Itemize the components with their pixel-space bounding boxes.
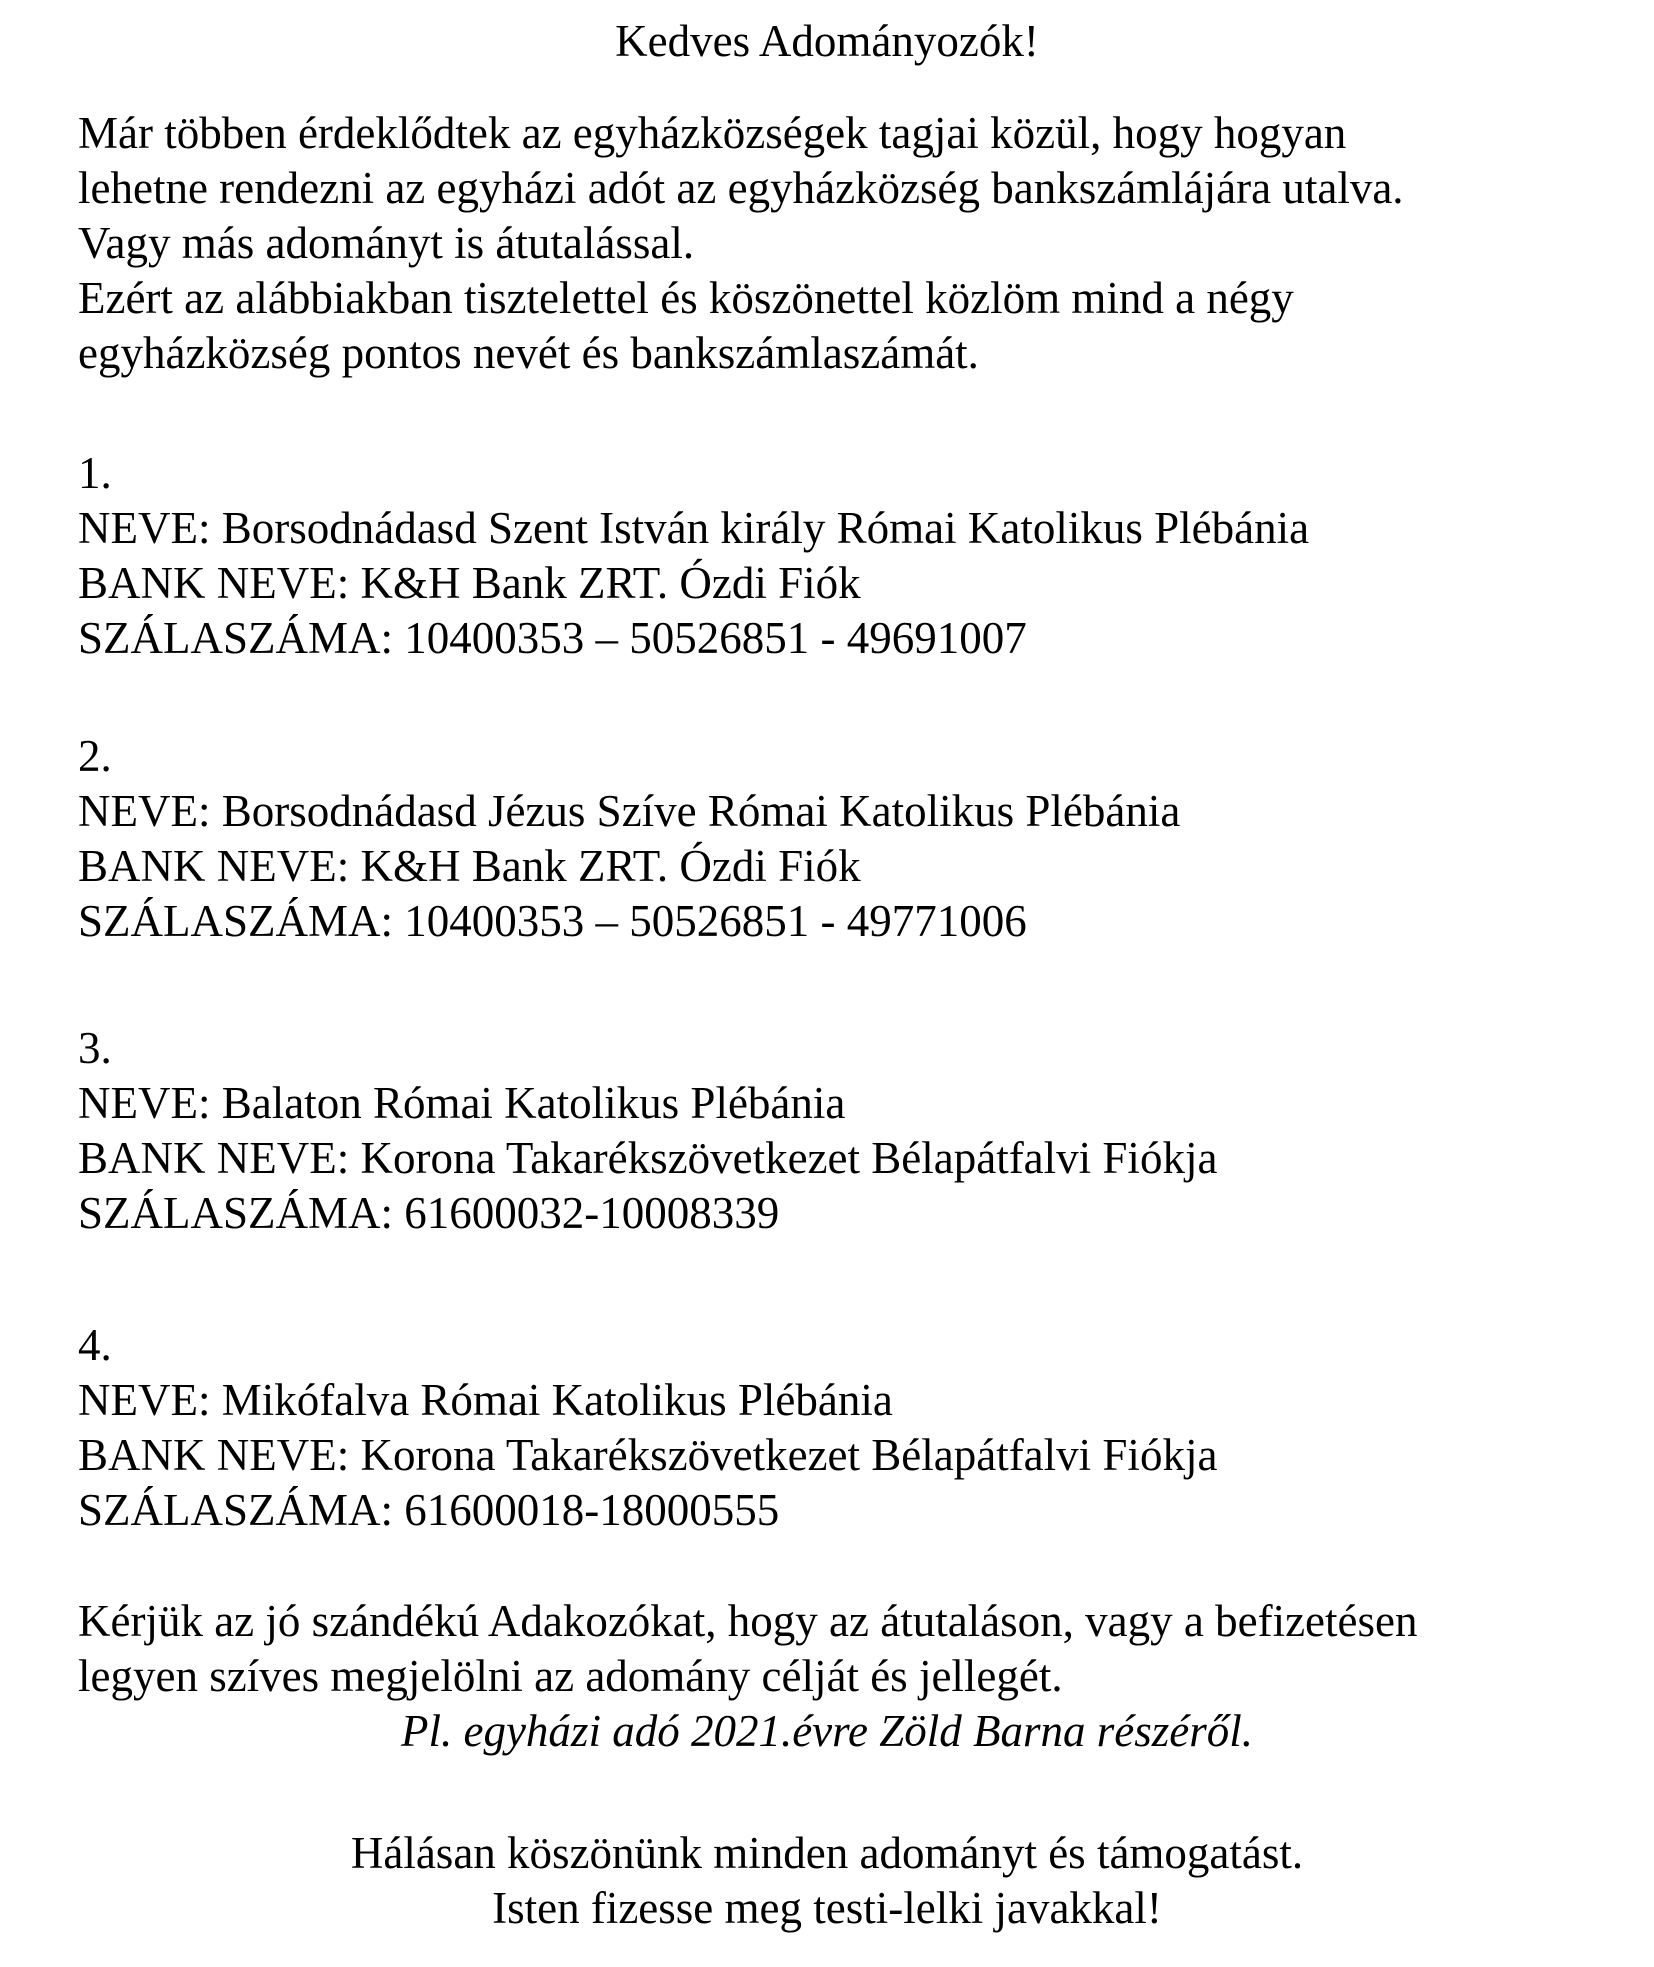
donation-example-line: Pl. egyházi adó 2021.évre Zöld Barna részéről.	[401, 1706, 1253, 1756]
closing-thanks-line: Hálásan köszönünk minden adományt és támogatást.	[350, 1828, 1304, 1878]
entry-number: 3.	[78, 1023, 112, 1073]
document-title: Kedves Adományozók!	[615, 16, 1039, 66]
intro-line-2: lehetne rendezni az egyházi adót az egyházközség bankszámlájára utalva.	[78, 163, 1404, 213]
entry-name: NEVE: Balaton Római Katolikus Plébánia	[78, 1078, 846, 1128]
entry-bank-name: BANK NEVE: K&H Bank ZRT. Ózdi Fiók	[78, 558, 861, 608]
request-line-2: legyen szíves megjelölni az adomány célját és jellegét.	[78, 1651, 1063, 1701]
parish-entry-3	[78, 1021, 1576, 1241]
entry-number: 1.	[78, 448, 112, 498]
intro-paragraph	[78, 106, 1576, 381]
intro-line-4: Ezért az alábbiakban tisztelettel és köszönettel közlöm mind a négy	[78, 273, 1294, 323]
entry-name: NEVE: Borsodnádasd Szent István király Római Katolikus Plébánia	[78, 503, 1310, 553]
entry-name: NEVE: Borsodnádasd Jézus Szíve Római Katolikus Plébánia	[78, 786, 1181, 836]
entry-bank-name: BANK NEVE: Korona Takarékszövetkezet Bélapátfalvi Fiókja	[78, 1133, 1218, 1183]
entry-name: NEVE: Mikófalva Római Katolikus Plébánia	[78, 1375, 893, 1425]
entry-bank-name: BANK NEVE: Korona Takarékszövetkezet Bélapátfalvi Fiókja	[78, 1430, 1218, 1480]
entry-number: 2.	[78, 731, 112, 781]
closing-blessing-line: Isten fizesse meg testi-lelki javakkal!	[492, 1883, 1162, 1933]
intro-line-5: egyházközség pontos nevét és bankszámlaszámát.	[78, 328, 979, 378]
parish-entry-1	[78, 446, 1576, 666]
intro-line-1: Már többen érdeklődtek az egyházközségek tagjai közül, hogy hogyan	[78, 108, 1347, 158]
entry-bank-name: BANK NEVE: K&H Bank ZRT. Ózdi Fiók	[78, 841, 861, 891]
entry-account-number: SZÁLASZÁMA: 61600018-18000555	[78, 1485, 780, 1535]
entry-number: 4.	[78, 1320, 112, 1370]
parish-entry-4	[78, 1318, 1576, 1538]
entry-account-number: SZÁLASZÁMA: 61600032-10008339	[78, 1188, 780, 1238]
closing-paragraph	[78, 1826, 1576, 1936]
parish-entry-2	[78, 729, 1576, 949]
entry-account-number: SZÁLASZÁMA: 10400353 – 50526851 - 49771006	[78, 896, 1027, 946]
intro-line-3: Vagy más adományt is átutalással.	[78, 218, 695, 268]
request-line-1: Kérjük az jó szándékú Adakozókat, hogy az átutaláson, vagy a befizetésen	[78, 1596, 1418, 1646]
request-paragraph	[78, 1594, 1576, 1759]
entry-account-number: SZÁLASZÁMA: 10400353 – 50526851 - 49691007	[78, 613, 1027, 663]
